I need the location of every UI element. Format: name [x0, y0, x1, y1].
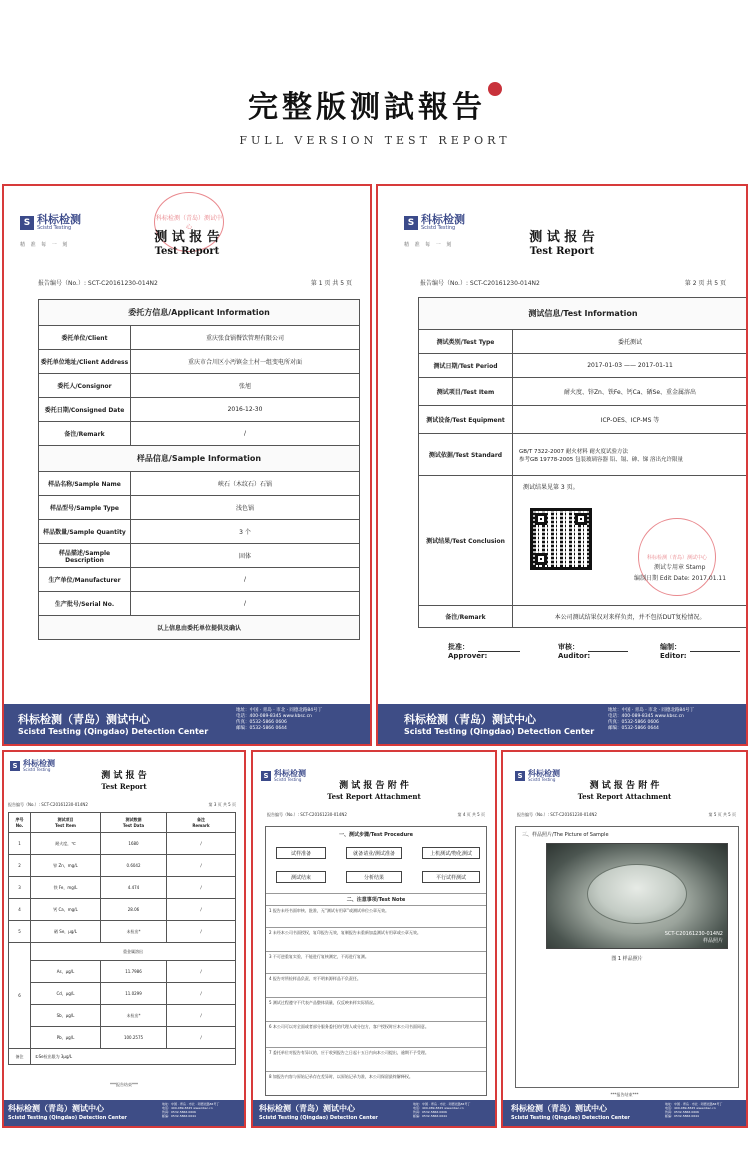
editor-signature	[690, 636, 740, 652]
page-footer	[378, 704, 746, 744]
approver-label: 批准： Approver:	[448, 643, 488, 660]
table-row: Cd，μg/L 11.0299 /	[9, 983, 236, 1005]
note-item: 8 如报告内容与原始记录存在差异时，以原始记录为准，本公司保留最终解释权。	[266, 1071, 486, 1081]
company-seal: 科标检测（青岛）测试中心	[154, 192, 224, 252]
footer-contact: 地址：中国 · 青岛 · 市北 · 同德北路84号丁 电话：400-089-8345 www.kbsc.cn 传真：0532-5866 0606 邮编：0532-5866 0644	[162, 1102, 220, 1119]
report-title-cn: 测 试 报 告 附 件	[339, 781, 409, 791]
column-header: 序号 No.	[9, 813, 31, 833]
table-row-value: 峡石（木纹石）石锅	[131, 472, 360, 496]
table-row: Sb，μg/L 未检出* /	[9, 1005, 236, 1027]
report-title-en: Test Report	[101, 782, 147, 791]
conclusion-text: 测试结果见第 3 页。	[523, 484, 579, 491]
report-page-4[interactable]	[251, 750, 497, 1128]
flow-step: 试样准备	[276, 847, 326, 859]
logo-mark-icon: S	[20, 216, 34, 230]
table-row-label: 样品型号/Sample Type	[39, 496, 131, 520]
report-page-3[interactable]	[2, 750, 246, 1128]
table-row-value: 3 个	[131, 520, 360, 544]
flow-step: 上机测试/物化测试	[422, 847, 480, 859]
test-info-header: 测试信息/Test Information	[419, 298, 748, 330]
brand-name: 科标检测	[528, 769, 560, 778]
report-title-cn: 测 试 报 告	[529, 230, 595, 245]
footer-center-cn: 科标检测（青岛）测试中心	[8, 1104, 104, 1113]
flow-step: 分析结果	[346, 871, 402, 883]
footer-center-cn: 科标检测（青岛）测试中心	[259, 1104, 355, 1113]
logo-mark-icon: S	[404, 216, 418, 230]
brand-slogan: 精 准 每 一 刻	[404, 242, 454, 248]
page-title: 完整版测試報告	[0, 82, 750, 126]
brand-name: 科标检测	[37, 213, 81, 226]
report-page-1[interactable]	[2, 184, 372, 746]
report-title-en: Test Report Attachment	[327, 792, 421, 801]
footer-center-en: Scistd Testing (Qingdao) Detection Center	[404, 727, 595, 736]
table-row-value: /	[131, 592, 360, 616]
report-title-cn: 测 试 报 告	[101, 771, 147, 781]
note-item: 6 本公司可以对全面或者部分服务委托的代理人或分包方，客户授权时应本公司书面同意。	[266, 1021, 486, 1031]
editor-label: 编制： Editor:	[660, 643, 687, 660]
report-number: 报告编号（No.）: SCT-C20161230-014N2	[38, 280, 158, 287]
footer-contact: 地址：中国 · 青岛 · 市北 · 同德北路84号丁 电话：400-089-8345 www.kbsc.cn 传真：0532-5866 0606 邮编：0532-5866 0644	[413, 1102, 471, 1119]
report-title-en: Test Report Attachment	[577, 792, 672, 801]
qr-code[interactable]	[530, 508, 592, 570]
auditor-label: 审核： Auditor:	[558, 643, 591, 660]
table-row-value: ICP-OES、ICP-MS 等	[513, 406, 748, 434]
report-end: ***报告结束***	[610, 1092, 639, 1097]
footer-center-en: Scistd Testing (Qingdao) Detection Center	[8, 1115, 127, 1121]
table-row-value: GB/T 7322-2007 耐火材料 耐火度试验方法 参考GB 19778-2005 包装玻璃容器 铅、镉、砷、锑 溶出允许限量	[513, 434, 748, 476]
report-number: 报告编号（No.）: SCT-C20161230-014N2	[420, 280, 540, 287]
brand-name: 科标检测	[421, 213, 465, 226]
table-row-label: 样品名称/Sample Name	[39, 472, 131, 496]
table-row-label: 生产批号/Serial No.	[39, 592, 131, 616]
report-title-cn: 测 试 报 告	[154, 230, 220, 245]
table-row-value: 张旭	[131, 374, 360, 398]
table-row-value: 耐火度、锌Zn、铁Fe、钙Ca、硒Se、重金属溶出	[513, 378, 748, 406]
footer-contact: 地址：中国 · 青岛 · 市北 · 同德北路84号丁 电话：400-089-8345 www.kbsc.cn 传真：0532-5866 0606 邮编：0532-5866 0644	[236, 708, 323, 732]
page-number: 第 4 页 共 5 页	[457, 812, 485, 817]
table-row-label: 委托单位地址/Client Address	[39, 350, 131, 374]
page-footer	[253, 1100, 495, 1126]
table-row-label: 测试依据/Test Standard	[419, 434, 513, 476]
note-item: 2 未经本公司书面授权，复印报告无效，复制报告未重新加盖测试专用章或公章无效。	[266, 927, 486, 937]
photo-box	[515, 826, 739, 1088]
table-row-label: 委托单位/Client	[39, 326, 131, 350]
footer-contact: 地址：中国 · 青岛 · 市北 · 同德北路84号丁 电话：400-089-8345 www.kbsc.cn 传真：0532-5866 0606 邮编：0532-5866 0644	[665, 1102, 723, 1119]
page-subtitle: FULL VERSION TEST REPORT	[239, 134, 511, 147]
logo-mark-icon: S	[10, 761, 20, 771]
table-row-value: 2016-12-30	[131, 398, 360, 422]
flow-step: 就备请业/测试准备	[346, 847, 402, 859]
footer-contact: 地址：中国 · 青岛 · 市北 · 同德北路84号丁 电话：400-089-8345 www.kbsc.cn 传真：0532-5866 0606 邮编：0532-5866 0644	[608, 708, 695, 732]
logo-mark-icon: S	[515, 771, 525, 781]
notes-header: 二、注意事项/Test Note	[266, 893, 486, 903]
table-row-label: 备注/Remark	[39, 422, 131, 446]
table-row-value: 重庆张食锅餐饮管理有限公司	[131, 326, 360, 350]
report-page-2[interactable]	[376, 184, 748, 746]
column-header: 测试数据 Test Data	[101, 813, 167, 833]
table-row: 1 耐火度，℃ 1680 /	[9, 833, 236, 855]
note-item: 1 报告未经书面审核、批准，无“测试专用章”或测试单位公章无效。	[266, 905, 486, 915]
page-footer	[4, 1100, 244, 1126]
page-number: 第 3 页 共 5 页	[208, 802, 236, 807]
table-row: 4 钙 Ca，mg/L 28.06 /	[9, 899, 236, 921]
report-title-en: Test Report	[529, 246, 595, 257]
stone-pot-image	[587, 864, 687, 924]
table-row: 2 锌 Zn，mg/L 0.6042 /	[9, 855, 236, 877]
table-row: 6 重金属溶出	[9, 943, 236, 961]
table-row-label: 样品数量/Sample Quantity	[39, 520, 131, 544]
flow-step: 测试结束	[276, 871, 326, 883]
table-row-label: 备注/Remark	[419, 606, 513, 628]
page-footer	[503, 1100, 746, 1126]
footer-center-cn: 科标检测（青岛）测试中心	[404, 713, 536, 726]
stamp-date: 编制日期 Edit Date: 2017.01.11	[634, 575, 727, 582]
brand-name-en: Scistd Testing	[528, 777, 556, 782]
sample-header: 样品信息/Sample Information	[39, 446, 360, 472]
sample-photo[interactable]	[546, 843, 728, 949]
brand-name-en: Scistd Testing	[37, 225, 72, 231]
procedure-header: 一、测试步骤/Test Procedure	[339, 832, 413, 838]
table-row-value: /	[131, 422, 360, 446]
footer-center-en: Scistd Testing (Qingdao) Detection Center	[18, 727, 209, 736]
table-row-label: 测试项目/Test Item	[419, 378, 513, 406]
footer-center-cn: 科标检测（青岛）测试中心	[18, 713, 150, 726]
note-item: 5 测试过程遵守不代表产品整体质量，仅反映来样实际情况。	[266, 997, 486, 1007]
closing-note: 以上信息由委托单位提供及确认	[39, 616, 360, 640]
report-title-cn: 测 试 报 告 附 件	[589, 781, 660, 791]
table-row-value: 本公司测试结果仅对来样负责，并不包括DUT复检情况。	[513, 606, 748, 628]
footer-center-en: Scistd Testing (Qingdao) Detection Center	[511, 1115, 630, 1121]
footer-center-cn: 科标检测（青岛）测试中心	[511, 1104, 607, 1113]
page-number: 第 2 页 共 5 页	[684, 280, 726, 287]
test-result-table	[8, 812, 236, 1065]
table-row-label: 委托日期/Consigned Date	[39, 398, 131, 422]
applicant-header: 委托方信息/Applicant Information	[39, 300, 360, 326]
red-seal-icon	[488, 82, 502, 96]
brand-name-en: Scistd Testing	[421, 225, 456, 231]
note-item: 4 报告对所检样品负责，对不明来源样品不负责任。	[266, 973, 486, 983]
table-row: Pb，μg/L 100.2575 /	[9, 1027, 236, 1049]
table-row-label: 样品描述/Sample Description	[39, 544, 131, 568]
table-row: 5 硒 Se，μg/L 未检出* /	[9, 921, 236, 943]
note-item: 3 不可逆重复实验，不能进行复核测定，不再进行复测。	[266, 951, 486, 961]
attachment-box	[265, 826, 487, 1096]
brand-name-en: Scistd Testing	[274, 777, 302, 782]
table-row-label: 委托人/Consignor	[39, 374, 131, 398]
table-row-label: 测试类别/Test Type	[419, 330, 513, 354]
page-number: 第 5 页 共 5 页	[708, 812, 736, 817]
table-row-label: 测试日期/Test Period	[419, 354, 513, 378]
heavy-metal-header: 重金属溶出	[31, 943, 236, 961]
table-row-label: 测试结果/Test Conclusion	[419, 476, 513, 606]
note-item: 7 委托单位对报告有异议的，应于收到报告之日起十五日内向本公司提出，逾期不予受理。	[266, 1047, 486, 1057]
table-row: 3 铁 Fe，mg/L 4.474 /	[9, 877, 236, 899]
report-number: 报告编号（No.）: SCT-C20161230-014N2	[517, 812, 597, 817]
logo-mark-icon: S	[261, 771, 271, 781]
column-header: 测试项目 Test Item	[31, 813, 101, 833]
report-title-en: Test Report	[154, 246, 220, 257]
table-row-value: 浅色锅	[131, 496, 360, 520]
brand-slogan: 精 准 每 一 刻	[20, 242, 70, 248]
table-row: 备注 ①Se检出限为 3μg/L	[9, 1049, 236, 1065]
table-row-value: 委托测试	[513, 330, 748, 354]
report-number: 报告编号（No.）: SCT-C20161230-014N2	[267, 812, 347, 817]
table-row-value: 固体	[131, 544, 360, 568]
approver-signature	[478, 636, 520, 652]
flow-step: 平行试样测试	[422, 871, 480, 883]
table-row-value: 2017-01-03 —— 2017-01-11	[513, 354, 748, 378]
report-number: 报告编号（No.）: SCT-C20161230-014N2	[8, 802, 88, 807]
brand-name-en: Scistd Testing	[23, 767, 51, 772]
column-header: 备注 Remark	[167, 813, 236, 833]
page-footer	[4, 704, 370, 744]
page-number: 第 1 页 共 5 页	[310, 280, 352, 287]
stamp-label: 测试专用章 Stamp	[654, 564, 706, 571]
test-stamp-seal: 科标检测（青岛）测试中心	[638, 518, 716, 596]
table-row-value: 重庆市合川区小沔镇金土村一组变电所对面	[131, 350, 360, 374]
brand-name: 科标检测	[274, 769, 306, 778]
report-end: ***报告结束***	[110, 1082, 138, 1087]
report-page-5[interactable]	[501, 750, 748, 1128]
brand-name: 科标检测	[23, 759, 55, 768]
table-row: As，μg/L 11.7986 /	[9, 961, 236, 983]
photo-header: 三、样品照片/The Picture of Sample	[522, 832, 609, 838]
table-row-value: /	[131, 568, 360, 592]
table-row-label: 生产单位/Manufacturer	[39, 568, 131, 592]
auditor-signature	[588, 636, 628, 652]
applicant-table	[38, 299, 360, 640]
footer-center-en: Scistd Testing (Qingdao) Detection Center	[259, 1115, 378, 1121]
photo-caption: 图 1 样品照片	[611, 956, 643, 962]
photo-label: SCT-C20161230-014N2 样品照片	[664, 931, 723, 944]
table-row-label: 测试设备/Test Equipment	[419, 406, 513, 434]
